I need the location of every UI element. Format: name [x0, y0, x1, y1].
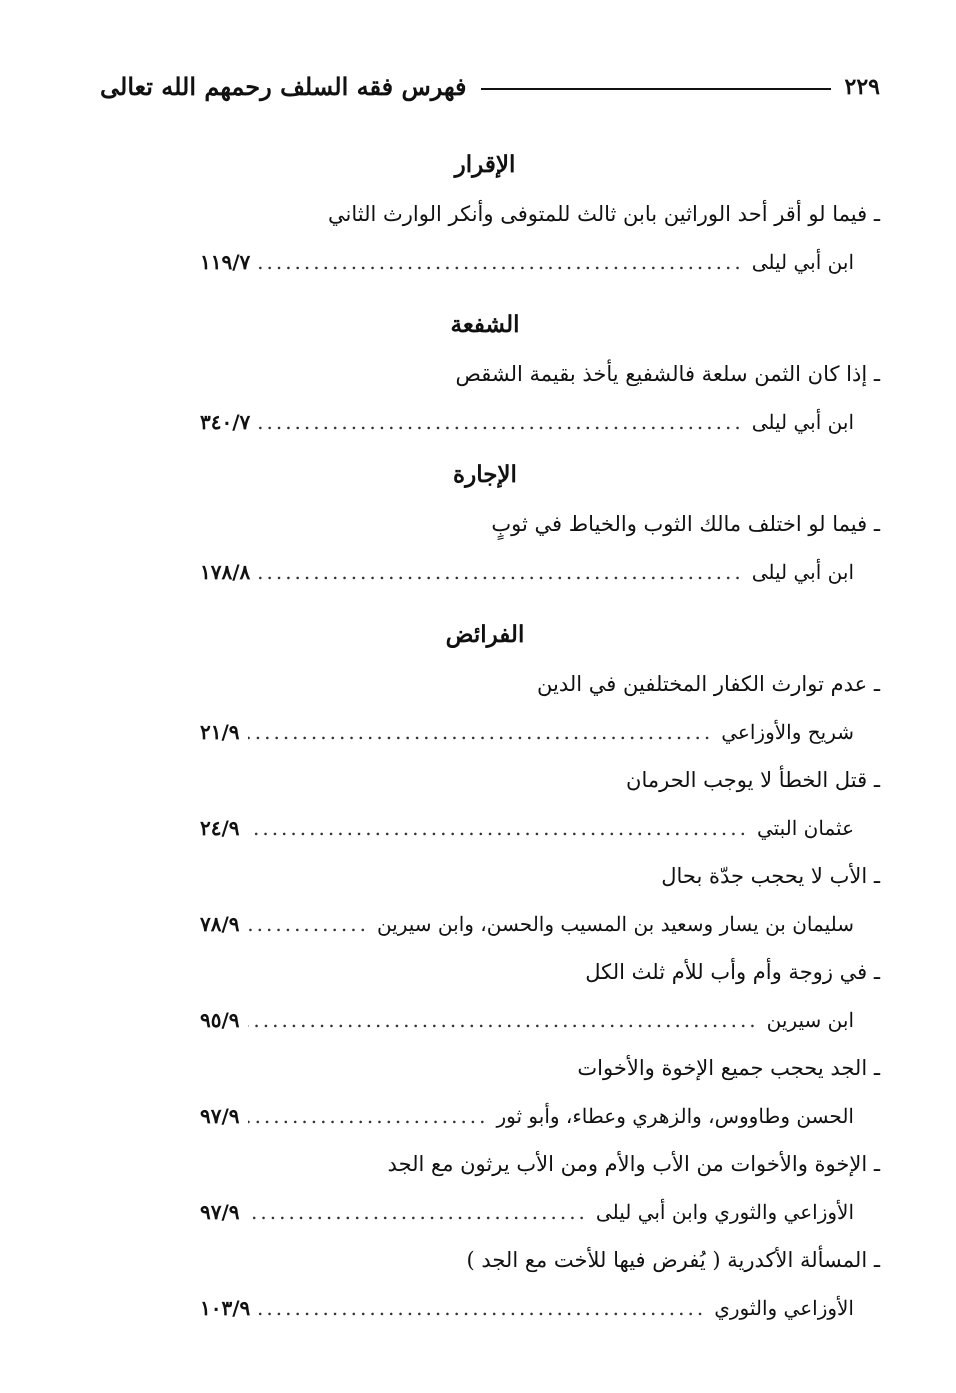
dot-leader: [258, 398, 743, 446]
entry-reference: ١١٩/٧: [200, 250, 251, 274]
section-title: الإقرار: [454, 151, 516, 178]
topic-line: ـ المسألة الأكدرية ( يُفرض فيها للأخت مع الجد ): [466, 1248, 880, 1272]
topic-line: ـ الجد يحجب جميع الإخوة والأخوات: [577, 1056, 880, 1080]
topic-line: ـ الإخوة والأخوات من الأب والأم ومن الأب يرثون مع الجد: [387, 1152, 880, 1176]
dot-leader: [258, 238, 743, 286]
dot-leader: [248, 996, 759, 1044]
entry-names: الأوزاعي والثوري: [714, 1296, 854, 1320]
entry-reference: ١٠٣/٩: [200, 1296, 251, 1320]
section-title: الشفعة: [450, 311, 520, 338]
page-header: [100, 72, 880, 101]
index-entry: [200, 548, 880, 596]
index-entry: [200, 996, 880, 1044]
section-title: الفرائض: [445, 621, 525, 648]
topic-line: ـ في زوجة وأم وأب للأم ثلث الكل: [585, 960, 880, 984]
entry-names: الحسن وطاووس، والزهري وعطاء، وأبو ثور: [496, 1104, 854, 1128]
topic-line: ـ الأب لا يحجب جدّة بحال: [661, 864, 880, 888]
index-content: [200, 140, 880, 1332]
index-entry: [200, 1284, 880, 1332]
dot-leader: [258, 1284, 706, 1332]
dot-leader: [248, 1092, 489, 1140]
entry-names: ابن أبي ليلى: [751, 560, 854, 584]
running-title: فهرس فقه السلف رحمهم الله تعالى: [100, 72, 467, 101]
index-entry: [200, 708, 880, 756]
dot-leader: [258, 548, 743, 596]
page-number: ٢٢٩: [844, 73, 880, 100]
entry-reference: ١٧٨/٨: [200, 560, 251, 584]
entry-reference: ٩٧/٩: [200, 1200, 240, 1224]
index-entry: [200, 1188, 880, 1236]
dot-leader: [248, 1188, 588, 1236]
index-entry: [200, 238, 880, 286]
entry-names: عثمان البتي: [756, 816, 854, 840]
dot-leader: [248, 900, 369, 948]
index-entry: [200, 900, 880, 948]
topic-line: ـ فيما لو اختلف مالك الثوب والخياط في ثوبٍ: [491, 512, 880, 536]
entry-reference: ٢١/٩: [200, 720, 240, 744]
entry-names: ابن أبي ليلى: [751, 410, 854, 434]
entry-names: سليمان بن يسار وسعيد بن المسيب والحسن، وابن سيرين: [376, 912, 854, 936]
index-entry: [200, 398, 880, 446]
section-title: الإجارة: [453, 461, 517, 488]
topic-line: ـ فيما لو أقر أحد الوراثين بابن ثالث للمتوفى وأنكر الوارث الثاني: [328, 202, 880, 226]
entry-reference: ٢٤/٩: [200, 816, 240, 840]
entry-reference: ٣٤٠/٧: [200, 410, 251, 434]
dot-leader: [248, 804, 749, 852]
header-rule: [481, 88, 831, 90]
entry-names: الأوزاعي والثوري وابن أبي ليلى: [595, 1200, 854, 1224]
entry-names: ابن سيرين: [766, 1008, 854, 1032]
index-entry: [200, 1092, 880, 1140]
topic-line: ـ قتل الخطأ لا يوجب الحرمان: [626, 768, 880, 792]
dot-leader: [248, 708, 714, 756]
topic-line: ـ إذا كان الثمن سلعة فالشفيع يأخذ بقيمة الشقص: [455, 362, 880, 386]
index-entry: [200, 804, 880, 852]
entry-names: ابن أبي ليلى: [751, 250, 854, 274]
entry-names: شريح والأوزاعي: [721, 720, 854, 744]
topic-line: ـ عدم توارث الكفار المختلفين في الدين: [537, 672, 880, 696]
entry-reference: ٩٥/٩: [200, 1008, 240, 1032]
entry-reference: ٧٨/٩: [200, 912, 240, 936]
entry-reference: ٩٧/٩: [200, 1104, 240, 1128]
